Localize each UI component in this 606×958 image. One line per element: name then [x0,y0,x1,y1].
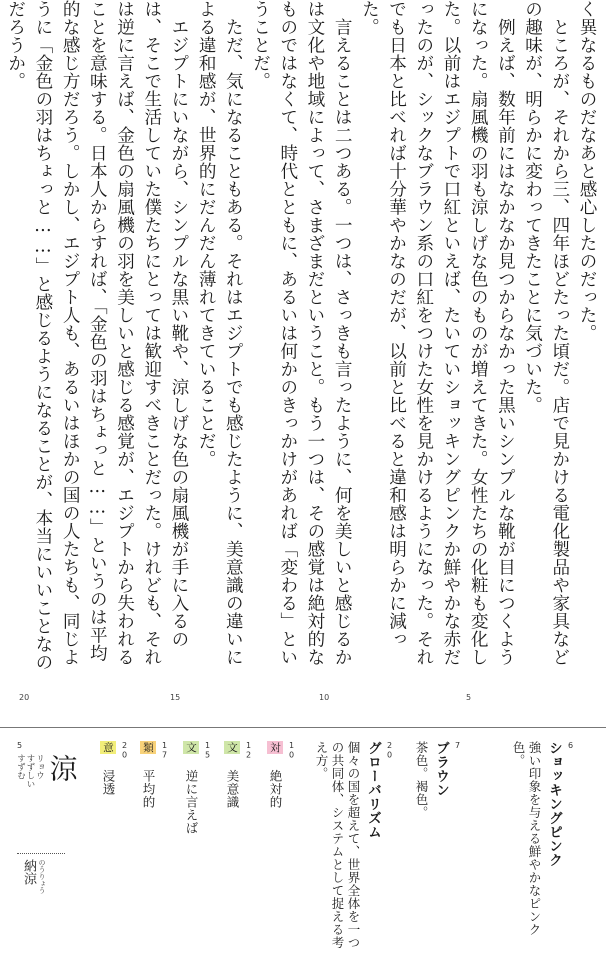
kanji-divider [17,853,65,854]
vocab-tag-badge: 文 [226,742,238,753]
glossary-term: ショッキングピンク [546,741,562,867]
vocab-item [267,741,299,809]
paragraph: 例えば、数年前にはなかなか見つからなかった黒いシンプルな靴が目につくようになった。扇風機の羽も涼しげな色のものが増えてきた。女性たちの化粧も変化した。以前はエジプトで口紅といえば、たいていショッキングピンクか鮮やかな赤だったのが、シックなブラウン系の口紅をつけた女性を見かけるようになった。それでも日本と比べれば十分華やかなのだが、以前と比べると違和感は明らかに減った。 [359,0,516,666]
vocab-line-number: 15 [203,741,212,760]
paragraph: ところが、それから三、四年ほどたった頃だ。店で見かける電化製品や家具などの趣味が、明らかに変わってきたことに気づいた。 [522,0,570,666]
glossary-definition: 個々の国を超えて、世界全体を一つの共同体、システムとして捉える考え方。 [314,741,361,949]
kanji-example-reading: のうりょう [38,859,46,894]
glossary-item [313,741,397,951]
vocab-item [100,741,132,796]
line-number: 15 [170,693,181,702]
kanji-line-number: 5 [15,741,24,750]
vocab-tag-badge: 文 [185,742,197,753]
kanji-character: 涼 [45,754,79,782]
line-number: 20 [19,693,30,702]
glossary-line-number: 6 [566,741,575,751]
vocab-word: 浸透 [101,769,116,796]
vocab-line-number: 10 [287,741,296,760]
paragraph: エジプトにいながら、シンプルな黒い靴や、涼しげな色の扇風機が手に入るのは、そこで生活していた僕たちにとっては歓迎すべきことだった。けれども、それは逆に言えば、金色の扇風機の羽を美しいと感じる感覚が、エジプトから失われることを意味する。日本人からすれば、「金色の羽はちょっと……」というのは平均的な感じ方だろう。しかし、エジプト人も、あるいはほかの国の人たちも、同じように「金色の羽はちょっと……」と感じるようになることが、本当にいいことなのだろうか。 [6,0,189,671]
kanji-reading: リョウ [34,754,45,780]
footnote-divider [0,727,606,728]
vocab-item [183,741,215,835]
line-number: 5 [466,693,472,702]
kanji-entry [15,741,77,788]
vocab-item [140,741,172,809]
vocab-tag-badge: 対 [269,742,281,753]
vocab-tag-badge: 類 [142,742,154,753]
vocab-line-number: 12 [244,741,253,760]
vocab-line-number: 17 [160,741,169,760]
paragraph: く異なるものだなあと感心したのだった。 [577,0,597,342]
vocab-tag-badge: 意 [102,742,114,753]
glossary-item [510,741,578,951]
glossary-definition: 茶色。褐色。 [414,741,429,819]
kanji-reading: すずしい [25,754,35,788]
glossary-item [413,741,465,951]
kanji-example-word: 納涼 [21,859,36,885]
paragraph: ただ、気になることもある。それはエジプトでも感じたように、美意識の違いによる違和感が、世界的にだんだん薄れてきていることだ。 [196,0,244,666]
vocab-item [224,741,256,809]
vocab-word: 絶対的 [268,769,283,809]
paragraph: 言えることは二つある。一つは、さっきも言ったように、何を美しいと感じるかは文化や地域によって、さまざまだということ。もう一つは、その感覚は絶対的なものではなくて、時代とともに、あるいは何かのきっかけがあれば「変わる」ということだ。 [250,0,353,666]
kanji-example [20,859,36,885]
glossary-line-number: 20 [385,741,394,760]
kanji-readings [15,754,44,788]
vocab-word: 逆に言えば [184,769,199,835]
glossary-term: グローバリズム [365,741,381,839]
glossary-definition: 強い印象を与える鮮やかなピンク色。 [511,741,542,936]
body-text [6,0,600,676]
kanji-reading: すずむ [15,754,26,780]
glossary-line-number: 7 [453,741,462,751]
glossary-term: ブラウン [433,741,449,797]
vocab-word: 平均的 [141,769,156,809]
vocab-line-number: 20 [120,741,129,760]
line-number: 10 [319,693,330,702]
vocab-word: 美意識 [225,769,240,809]
